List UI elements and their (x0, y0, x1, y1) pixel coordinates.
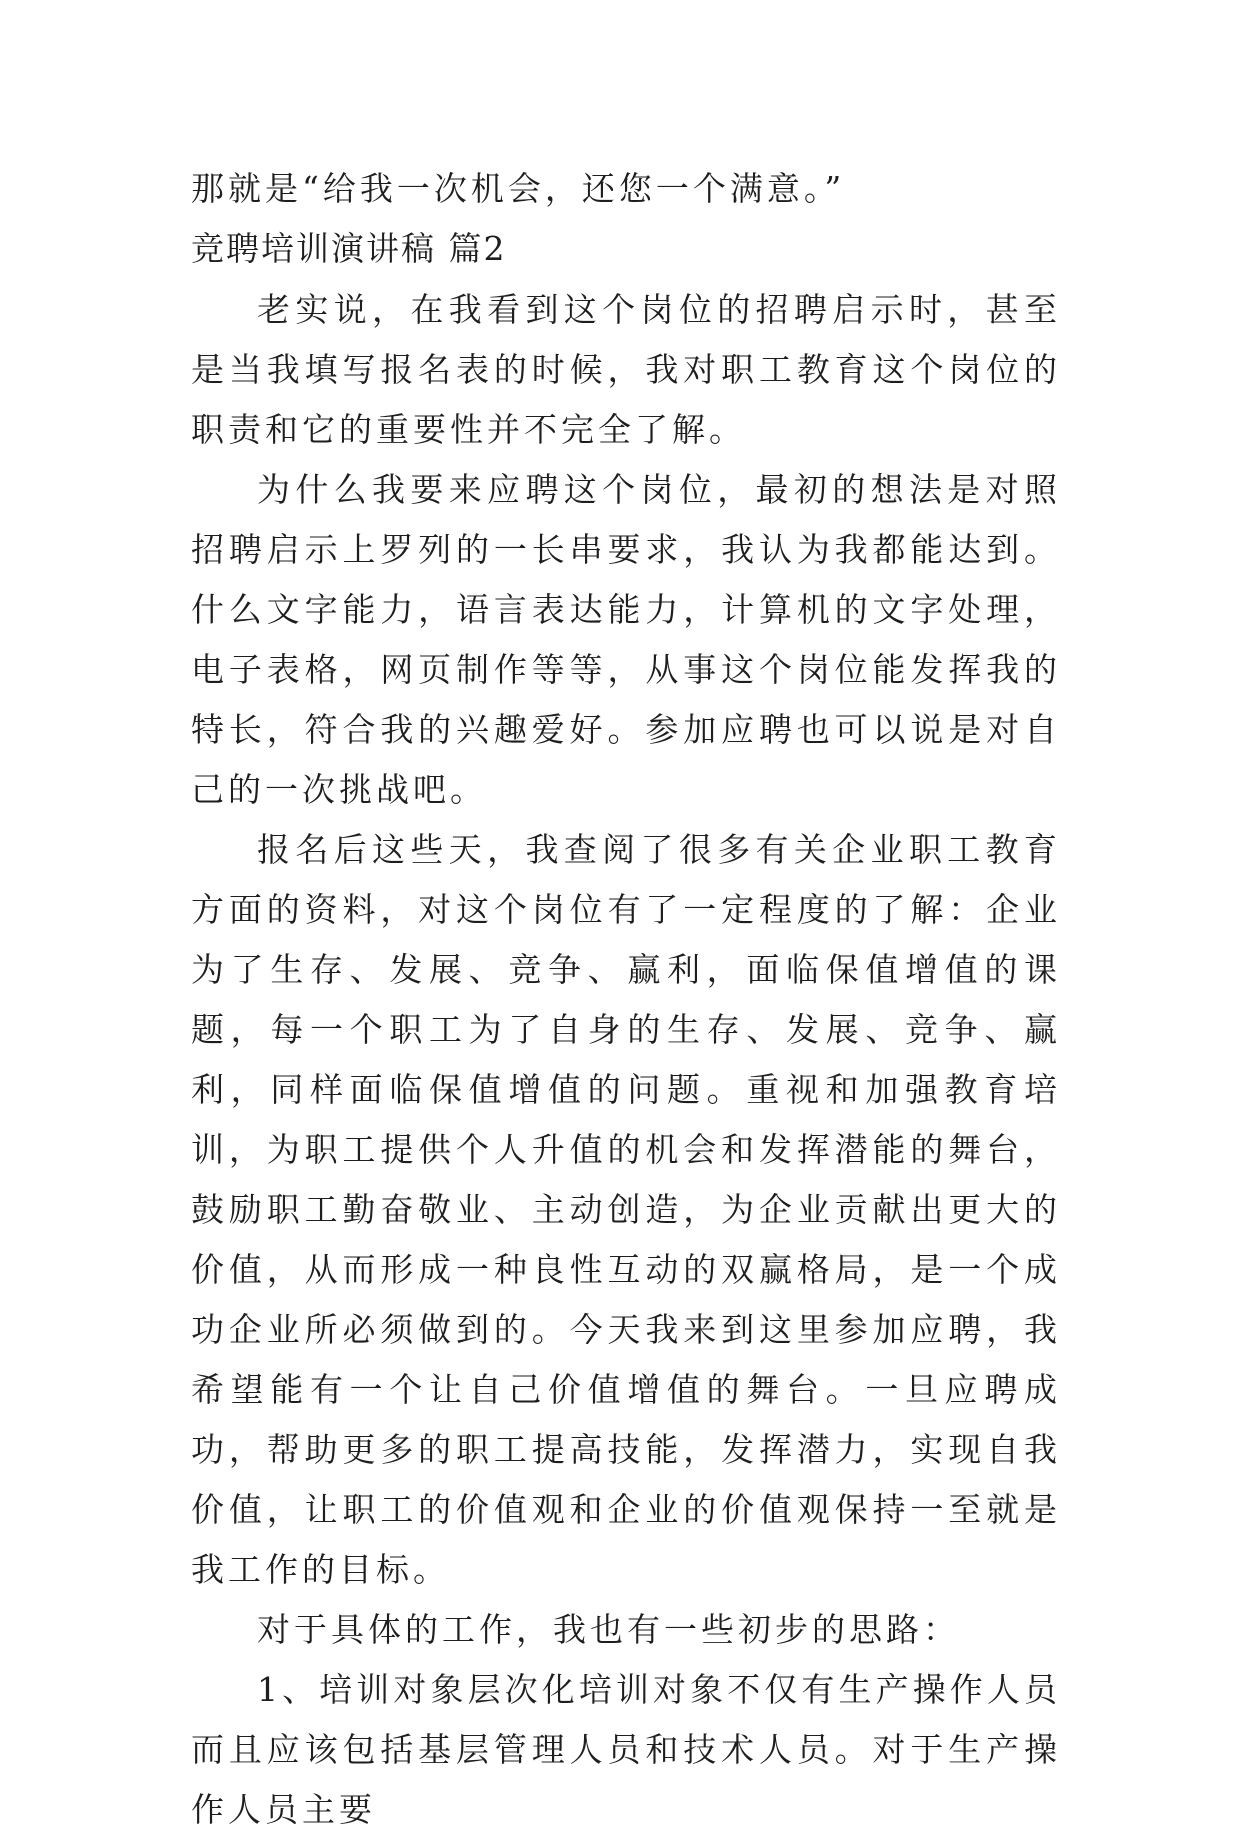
paragraph: 为什么我要来应聘这个岗位，最初的想法是对照招聘启示上罗列的一长串要求，我认为我都能达到。什么文字能力，语言表达能力，计算机的文字处理，电子表格，网页制作等等，从事这个岗位能发挥我的特长，符合我的兴趣爱好。参加应聘也可以说是对自己的一次挑战吧。 (191, 470, 1061, 809)
paragraph: 老实说，在我看到这个岗位的招聘启示时，甚至是当我填写报名表的时候，我对职工教育这个岗位的职责和它的重要性并不完全了解。 (191, 290, 1061, 449)
paragraph: 1、培训对象层次化培训对象不仅有生产操作人员而且应该包括基层管理人员和技术人员。对于生产操作人员主要 (191, 1670, 1061, 1829)
paragraph: 对于具体的工作，我也有一些初步的思路： (257, 1610, 960, 1649)
paragraph: 报名后这些天，我查阅了很多有关企业职工教育方面的资料，对这个岗位有了一定程度的了解：企业为了生存、发展、竞争、赢利，面临保值增值的课题，每一个职工为了自身的生存、发展、竞争、赢利，同样面临保值增值的问题。重视和加强教育培训，为职工提供个人升值的机会和发挥潜能的舞台，鼓励职工勤奋敬业、主动创造，为企业贡献出更大的价值，从而形成一种良性互动的双赢格局，是一个成功企业所必须做到的。今天我来到这里参加应聘，我希望能有一个让自己价值增值的舞台。一旦应聘成功，帮助更多的职工提高技能，发挥潜力，实现自我价值，让职工的价值观和企业的价值观保持一至就是我工作的目标。 (191, 830, 1061, 1589)
intro-line: 那就是“给我一次机会，还您一个满意。” (191, 169, 846, 208)
body-text (191, 280, 1061, 1840)
section-heading: 竞聘培训演讲稿 篇2 (191, 229, 507, 268)
